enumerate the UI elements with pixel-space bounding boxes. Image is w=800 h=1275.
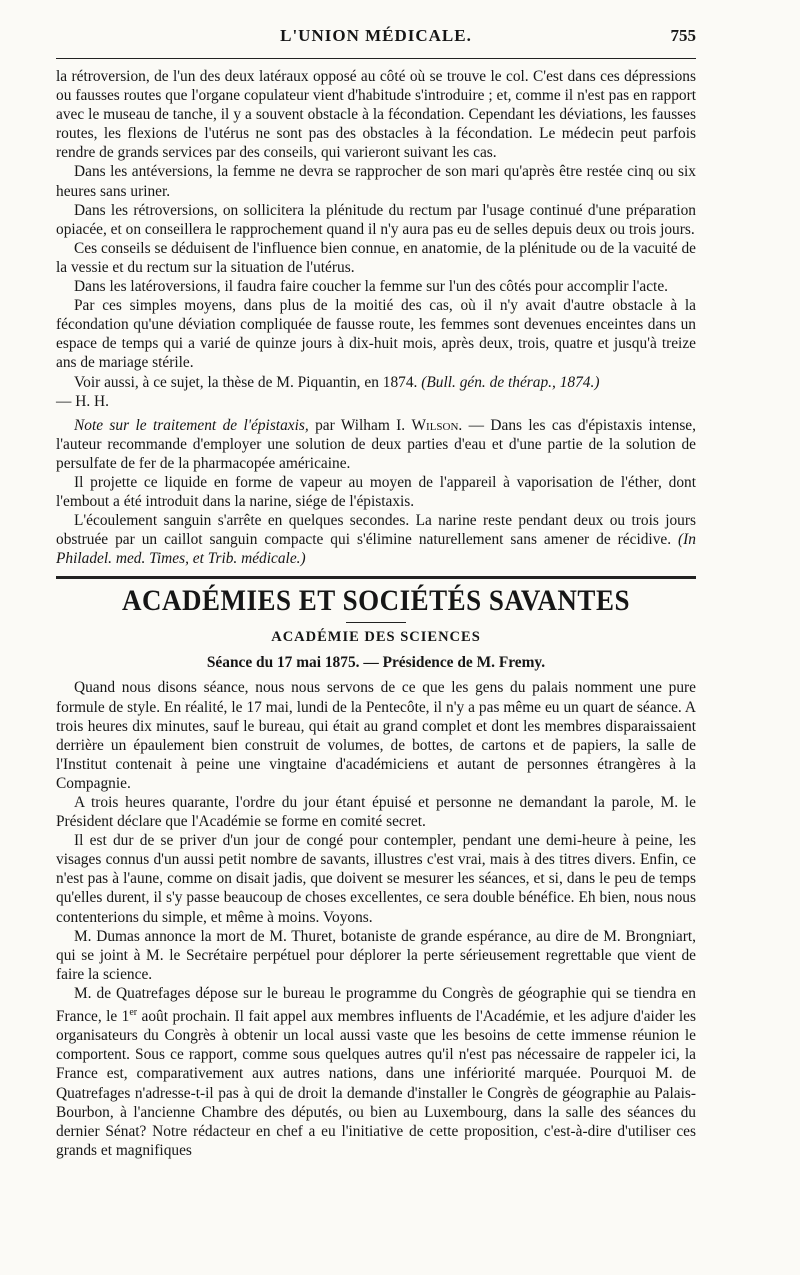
paragraph: Dans les latéroversions, il faudra faire coucher la femme sur l'un des côtés pour accomplir l'acte. — [74, 278, 669, 296]
paragraph: Par ces simples moyens, dans plus de la moitié des cas, où il n'y avait d'autre obstacle à la fécondation qu'une déviation compliquée de fausse route, les femmes sont devenues enceintes dans un espace de temps qui a varié de quinze jours à dix-huit mois, après deux, trois, quatre et jusqu'à treize ans de mariage stérile. — [56, 297, 696, 372]
note-source: (In Philadel. med. Times, et Trib. médicale.) — [56, 531, 696, 568]
note-last-paragraph — [56, 511, 696, 568]
session-line: Séance du 17 mai 1875. — Présidence de M. Fremy. — [206, 654, 546, 672]
paragraph: Il projette ce liquide en forme de vapeur au moyen de l'appareil à vaporisation de l'éther, dont l'embout a été introduit dans la narine, siége de l'épistaxis. — [56, 473, 696, 511]
paragraph: A trois heures quarante, l'ordre du jour étant épuisé et personne ne demandant la parole, M. le Président déclare que l'Académie se forme en comité secret. — [56, 794, 696, 831]
note-body: . — Dans les cas d'épistaxis intense, l'auteur recommande d'employer une solution de deux parties d'eau et d'une partie de la solution de persulfate de fer de la pharmacopée américaine. — [56, 416, 696, 472]
note-author-prefix: par Wilham I. — [308, 416, 412, 434]
paragraph: Quand nous disons séance, nous nous servons de ce que les gens du palais nomment une pure formule de style. En réalité, le 17 mai, lundi de la Pentecôte, il n'y a pas même eu un quart de séance. A trois heures dix minutes, sauf le bureau, qui était au grand complet et dont les membres disparaissaient derrière un épaulement bien construit de volumes, de bottes, de cartons et de papiers, la salle de l'Institut contenait à peine une vingtaine d'académiciens et autant de personnes étrangères à la Compagnie. — [56, 679, 696, 792]
last-paragraph — [56, 984, 696, 1160]
paragraph: Dans les antéversions, la femme ne devra se rapprocher de son mari qu'après être restée cinq ou six heures sans uriner. — [56, 163, 696, 200]
running-head — [56, 26, 696, 52]
reference-journal: (Bull. gén. de thérap., 1874.) — [421, 373, 600, 391]
running-title: L'UNION MÉDICALE. — [280, 26, 472, 45]
paragraph: M. Dumas annonce la mort de M. Thuret, botaniste de grande espérance, au dire de M. Brongniart, qui se joint à M. le Secrétaire perpétuel pour déplorer la perte sérieusement regrettable que vient de faire la science. — [56, 927, 696, 983]
reference-text: Voir aussi, à ce sujet, la thèse de M. Piquantin, en 1874. — [74, 373, 422, 391]
last-text-b: août prochain. Il fait appel aux membres influents de l'Académie, et les adjure d'aider les organisateurs du Congrès à obtenir un local aussi vaste que les besoins de cette immense réunion le comportent. Sous ce rapport, comme sous quelques autres qu'il n'est pas nécessaire de rappeler ici, la France est, comparativement aux autres nations, dans une infériorité marquée. Pourquoi M. de Quatrefages n'adresse-t-il pas à qui de droit la demande d'installer le Congrès de géographie au Palais-Bourbon, à l'ancienne Chambre des députés, ou bien au Luxembourg, dans la salle des séances du dernier Sénat? Notre rédacteur en chef a eu l'initiative de cette proposition, c'est-à-dire d'utiliser ces grands et magnifiques — [56, 1008, 696, 1159]
last-text-a: M. de Quatrefages dépose sur le bureau le programme du Congrès de géographie qui se tiendra en France, le 1 — [56, 984, 696, 1026]
note-title: Note sur le traitement de l'épistaxis, — [74, 416, 309, 434]
paragraph: Ces conseils se déduisent de l'influence bien connue, en anatomie, de la plénitude ou de la vacuité de la vessie et du rectum sur la situation de l'utérus. — [56, 239, 696, 276]
ordinal-superscript: er — [129, 1007, 138, 1019]
section-divider — [346, 622, 406, 623]
note-author-name: Wilson — [411, 416, 459, 434]
reference-paragraph — [56, 373, 696, 411]
paragraph: Dans les rétroversions, on sollicitera la plénitude du rectum par l'usage continué d'une préparation opiacée, et on conseillera le rapprochement quand il n'y aura pas eu de selles depuis deux ou trois jours. — [56, 201, 696, 238]
header-rule — [56, 58, 696, 59]
section-title: ACADÉMIES ET SOCIÉTÉS SAVANTES — [122, 583, 630, 617]
paragraph: la rétroversion, de l'un des deux latéraux opposé au côté où se trouve le col. C'est dans ces dépressions ou fausses routes que l'organe copulateur vient d'habitude s'introduire ; et, comme il n'est pas en rapport avec le museau de tanche, il y a souvent obstacle à la fécondation. Cependant les déviations, les fausses routes, les flexions de l'utérus ne sont pas des obstacles à la fécondation. Le médecin peut parfois rendre de grands services par des conseils, qui varieront suivant les cas. — [56, 68, 696, 162]
journal-page — [56, 26, 696, 1160]
academy-title: ACADÉMIE DES SCIENCES — [271, 629, 481, 646]
section-rule — [56, 576, 696, 579]
page-number: 755 — [670, 26, 696, 45]
paragraph: Il est dur de se priver d'un jour de congé pour contempler, pendant une demi-heure à peine, les visages connus d'un aussi petit nombre de savants, illustres c'est vrai, mais à des titres divers. Enfin, ce n'est pas à l'aune, comme on disait jadis, que doivent se mesurer les séances, et si, dans le peu de temps qu'elles durent, il s'y passe beaucoup de choses excellentes, ce sera double bénéfice. Eh bien, nous nous contenterions du simple, et même à moins. Voyons. — [56, 832, 696, 926]
signature: — H. H. — [56, 392, 110, 410]
note-text: L'écoulement sanguin s'arrête en quelques secondes. La narine reste pendant deux ou trois jours obstruée par un caillot sanguin compacte qui s'élimine naturellement sans amener de récidive. — [56, 512, 696, 549]
note-paragraph — [56, 416, 696, 473]
